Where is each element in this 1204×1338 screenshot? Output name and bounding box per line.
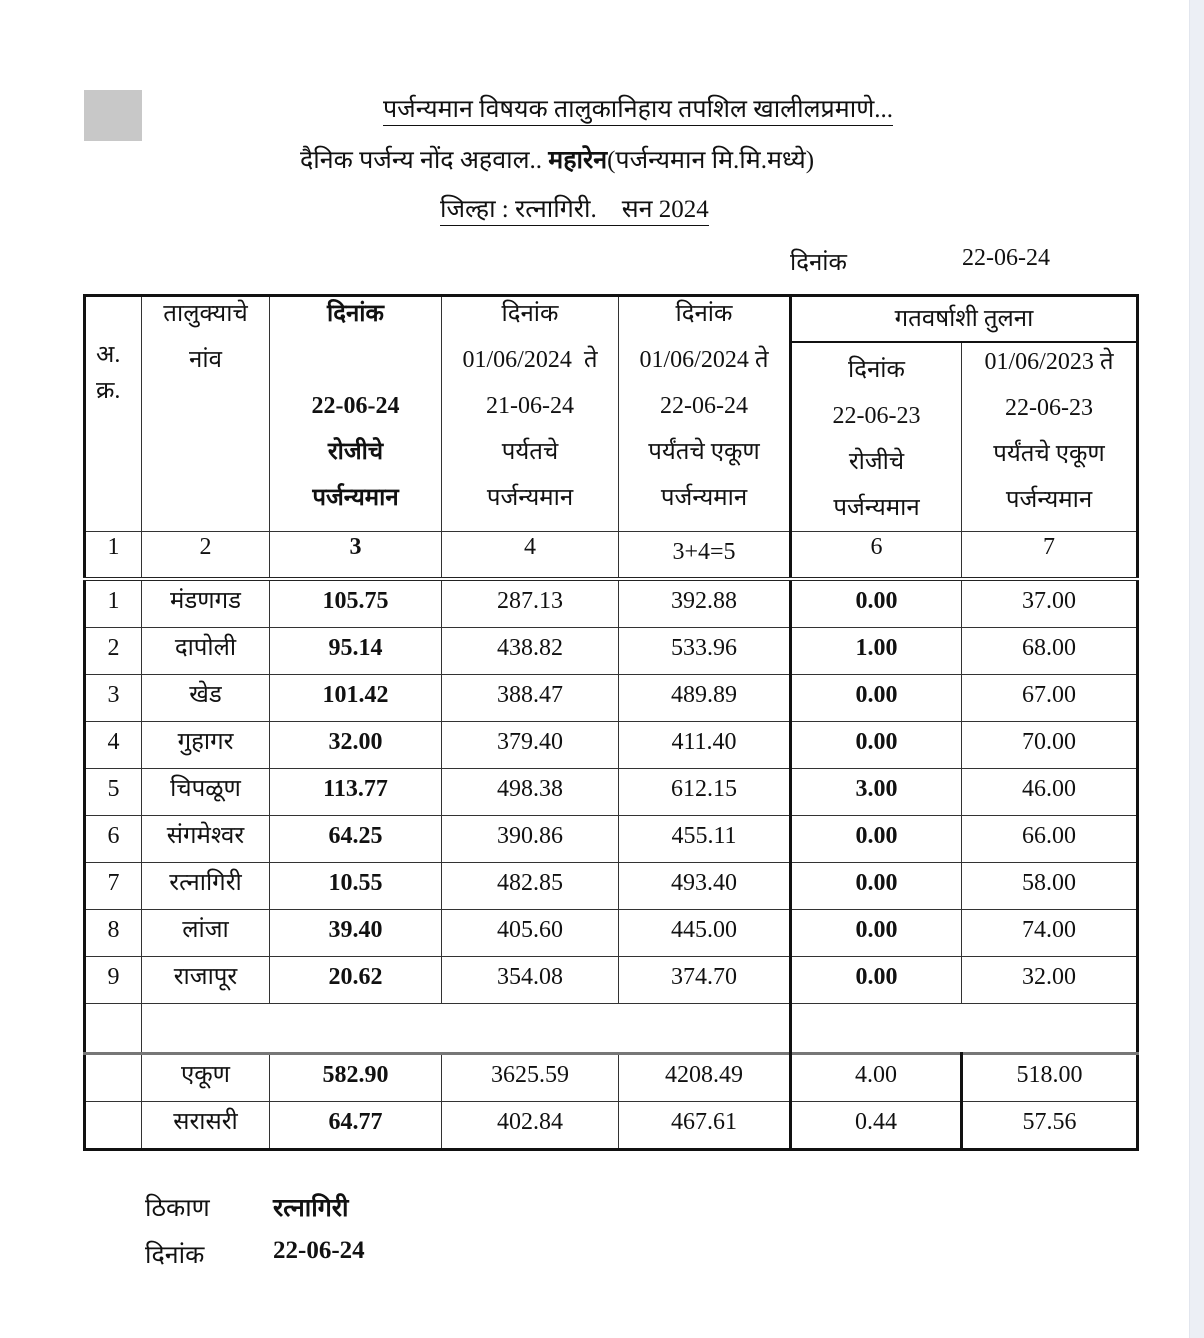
cell-blank — [85, 1102, 142, 1150]
column-number: 7 — [962, 532, 1138, 580]
place-label: ठिकाण — [145, 1195, 210, 1222]
spacer-cell — [85, 1004, 142, 1054]
cell-ly-total: 518.00 — [962, 1054, 1138, 1102]
cell-ly-today: 0.00 — [791, 579, 962, 628]
cell-blank — [85, 1054, 142, 1102]
cell-today: 64.25 — [270, 816, 442, 863]
subheading-suffix: (पर्जन्यमान मि.मि.मध्ये) — [607, 147, 815, 174]
header-till-prev — [442, 296, 619, 532]
cell-ly-today: 1.00 — [791, 628, 962, 675]
cell-ly-today: 0.00 — [791, 722, 962, 769]
cell-ly-today: 0.00 — [791, 816, 962, 863]
cell-till-prev: 438.82 — [442, 628, 619, 675]
cell-ly-total: 37.00 — [962, 579, 1138, 628]
cell-sr: 1 — [85, 579, 142, 628]
header-line: पर्जन्यमान — [660, 485, 748, 511]
district-year-text: जिल्हा : रत्नागिरी. सन 2024 — [440, 196, 709, 226]
table-row — [85, 628, 1138, 675]
average-row — [85, 1102, 1138, 1150]
cell-total: 467.61 — [619, 1102, 791, 1150]
cell-taluka: दापोली — [142, 628, 270, 675]
cell-taluka: गुहागर — [142, 722, 270, 769]
cell-ly-today: 0.00 — [791, 863, 962, 910]
cell-label: एकूण — [142, 1054, 270, 1102]
cell-today: 20.62 — [270, 957, 442, 1004]
footer-date-label: दिनांक — [145, 1242, 205, 1269]
footer-date-value: 22-06-24 — [273, 1237, 365, 1264]
cell-total: 612.15 — [619, 769, 791, 816]
header-line: दिनांक — [848, 357, 905, 383]
cell-sr: 8 — [85, 910, 142, 957]
header-line: दिनांक — [501, 301, 559, 327]
group-label: गतवर्षाशी तुलना — [894, 306, 1034, 332]
cell-till-prev: 287.13 — [442, 579, 619, 628]
cell-ly-total: 58.00 — [962, 863, 1138, 910]
header-taluka — [142, 296, 270, 532]
header-line: तालुक्याचे — [163, 301, 248, 327]
header-total — [619, 296, 791, 532]
cell-taluka: राजापूर — [142, 957, 270, 1004]
cell-sr: 4 — [85, 722, 142, 769]
cell-total: 445.00 — [619, 910, 791, 957]
header-line: अ. — [96, 342, 121, 368]
district-year — [440, 195, 709, 225]
cell-total: 411.40 — [619, 722, 791, 769]
cell-today: 10.55 — [270, 863, 442, 910]
cell-ly-total: 68.00 — [962, 628, 1138, 675]
cell-total: 489.89 — [619, 675, 791, 722]
table-row — [85, 675, 1138, 722]
report-heading — [0, 95, 1204, 125]
header-line: दिनांक — [675, 301, 733, 327]
cell-today: 95.14 — [270, 628, 442, 675]
cell-taluka: खेड — [142, 675, 270, 722]
table-row — [85, 863, 1138, 910]
report-subheading — [300, 146, 814, 176]
table-row — [85, 579, 1138, 628]
cell-ly-today: 4.00 — [791, 1054, 962, 1102]
footer-place — [145, 1190, 349, 1224]
column-number: 6 — [791, 532, 962, 580]
cell-till-prev: 390.86 — [442, 816, 619, 863]
spacer-cell — [791, 1004, 1138, 1054]
column-number: 1 — [85, 532, 142, 580]
cell-today: 39.40 — [270, 910, 442, 957]
header-line: पर्यंतचे एकूण — [993, 441, 1105, 467]
cell-total: 392.88 — [619, 579, 791, 628]
total-row — [85, 1054, 1138, 1102]
cell-ly-today: 0.44 — [791, 1102, 962, 1150]
cell-ly-total: 66.00 — [962, 816, 1138, 863]
header-line: पर्जन्यमान — [312, 485, 399, 511]
footer-date — [145, 1237, 365, 1271]
cell-till-prev: 388.47 — [442, 675, 619, 722]
cell-taluka: लांजा — [142, 910, 270, 957]
column-number: 2 — [142, 532, 270, 580]
header-line: पर्जन्यमान — [486, 485, 574, 511]
header-line: 01/06/2024 ते — [639, 347, 769, 373]
header-today — [270, 296, 442, 532]
header-line: दिनांक — [327, 301, 384, 327]
cell-ly-today: 0.00 — [791, 910, 962, 957]
cell-till-prev: 498.38 — [442, 769, 619, 816]
subheading-prefix: दैनिक पर्जन्य नोंद अहवाल.. — [300, 147, 549, 174]
cell-taluka: रत्नागिरी — [142, 863, 270, 910]
cell-till-prev: 402.84 — [442, 1102, 619, 1150]
cell-taluka: मंडणगड — [142, 579, 270, 628]
place-value: रत्नागिरी — [273, 1195, 349, 1222]
subheading-bold: महारेन — [548, 147, 608, 174]
cell-total: 455.11 — [619, 816, 791, 863]
cell-taluka: संगमेश्वर — [142, 816, 270, 863]
report-date — [790, 245, 1050, 278]
cell-ly-today: 0.00 — [791, 957, 962, 1004]
header-line: 22-06-23 — [832, 403, 921, 429]
cell-ly-today: 0.00 — [791, 675, 962, 722]
cell-total: 374.70 — [619, 957, 791, 1004]
header-line: पर्जन्यमान — [833, 495, 920, 521]
header-sr — [85, 296, 142, 532]
column-number-row — [85, 532, 1138, 580]
column-number: 3 — [270, 532, 442, 580]
scrollbar[interactable] — [1189, 0, 1204, 1338]
spacer-cell — [142, 1004, 791, 1054]
header-line: 01/06/2024 ते — [462, 347, 598, 373]
cell-total: 4208.49 — [619, 1054, 791, 1102]
cell-sr: 6 — [85, 816, 142, 863]
cell-ly-total: 67.00 — [962, 675, 1138, 722]
header-line: 22-06-24 — [660, 393, 748, 419]
cell-till-prev: 3625.59 — [442, 1054, 619, 1102]
header-line: रोजीचे — [848, 449, 905, 475]
cell-ly-total: 46.00 — [962, 769, 1138, 816]
header-ly-today — [791, 342, 962, 532]
cell-ly-today: 3.00 — [791, 769, 962, 816]
header-line: 22-06-24 — [311, 393, 400, 419]
table-row — [85, 816, 1138, 863]
cell-taluka: चिपळूण — [142, 769, 270, 816]
header-line: 22-06-23 — [1005, 395, 1093, 421]
header-ly-total — [962, 342, 1138, 532]
cell-today: 582.90 — [270, 1054, 442, 1102]
table-row — [85, 769, 1138, 816]
cell-today: 101.42 — [270, 675, 442, 722]
report-date-value: 22-06-24 — [962, 245, 1050, 271]
cell-today: 64.77 — [270, 1102, 442, 1150]
cell-total: 493.40 — [619, 863, 791, 910]
cell-sr: 5 — [85, 769, 142, 816]
cell-ly-total: 74.00 — [962, 910, 1138, 957]
cell-label: सरासरी — [142, 1102, 270, 1150]
cell-today: 105.75 — [270, 579, 442, 628]
column-number: 3+4=5 — [619, 532, 791, 580]
header-line: क्र. — [96, 378, 121, 404]
header-line: पर्यंतचे एकूण — [648, 439, 760, 465]
header-line: नांव — [189, 347, 222, 373]
cell-total: 533.96 — [619, 628, 791, 675]
header-line: पर्जन्यमान — [1005, 487, 1093, 513]
table-row — [85, 722, 1138, 769]
header-line: रोजीचे — [327, 439, 384, 465]
cell-till-prev: 379.40 — [442, 722, 619, 769]
cell-sr: 3 — [85, 675, 142, 722]
cell-till-prev: 405.60 — [442, 910, 619, 957]
report-date-label: दिनांक — [790, 250, 847, 276]
rainfall-table — [83, 294, 1139, 1151]
header-group — [791, 296, 1138, 343]
column-number: 4 — [442, 532, 619, 580]
cell-till-prev: 482.85 — [442, 863, 619, 910]
cell-till-prev: 354.08 — [442, 957, 619, 1004]
header-line: 21-06-24 — [486, 393, 574, 419]
cell-ly-total: 57.56 — [962, 1102, 1138, 1150]
cell-ly-total: 32.00 — [962, 957, 1138, 1004]
header-line: 01/06/2023 ते — [984, 349, 1114, 375]
cell-ly-total: 70.00 — [962, 722, 1138, 769]
spacer-row — [85, 1004, 1138, 1054]
header-line: पर्यतचे — [501, 439, 559, 465]
table-row — [85, 957, 1138, 1004]
cell-sr: 2 — [85, 628, 142, 675]
cell-sr: 7 — [85, 863, 142, 910]
cell-today: 32.00 — [270, 722, 442, 769]
table-row — [85, 910, 1138, 957]
table-header-row — [85, 296, 1138, 343]
heading-text: पर्जन्यमान विषयक तालुकानिहाय तपशिल खालीलप्रमाणे... — [383, 96, 893, 126]
cell-sr: 9 — [85, 957, 142, 1004]
cell-today: 113.77 — [270, 769, 442, 816]
